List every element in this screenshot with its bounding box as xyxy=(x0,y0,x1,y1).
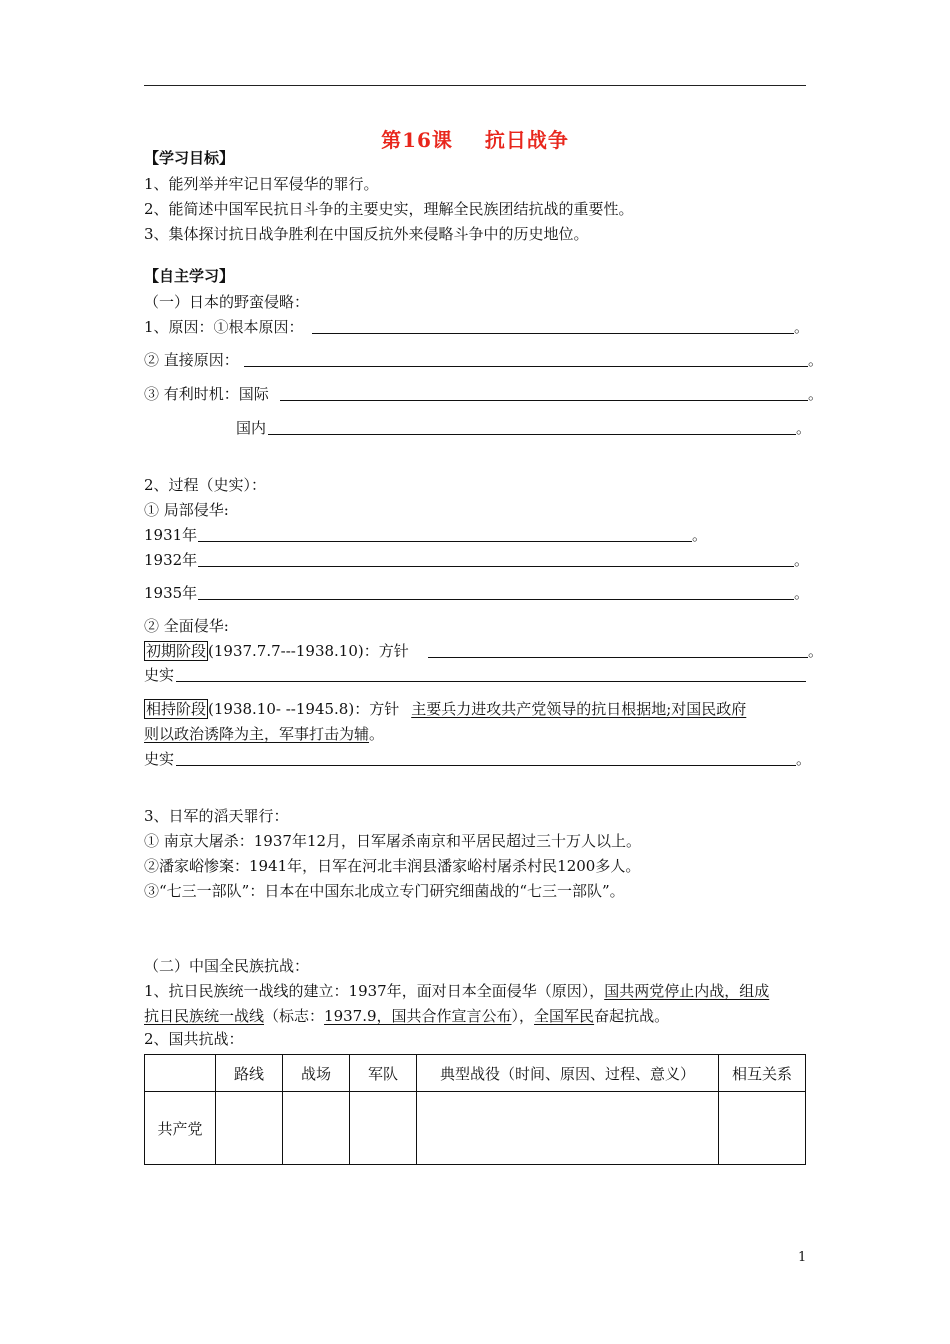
self-study-header: 【自主学习】 xyxy=(144,267,235,285)
crimes-title: 3、日军的滔天罪行： xyxy=(144,807,289,825)
table-cell[interactable] xyxy=(216,1092,283,1165)
united-front-text-e: 1937.9，国共合作宣言公布 xyxy=(324,1007,512,1025)
stalemate-end: 。 xyxy=(369,725,385,743)
table-cell[interactable] xyxy=(719,1092,806,1165)
crime-item-2: ②潘家峪惨案：1941年，日军在河北丰润县潘家峪村屠杀村民1200多人。 xyxy=(144,857,641,875)
timing-dom-blank[interactable] xyxy=(268,418,796,438)
header-rule xyxy=(144,85,806,86)
stalemate-policy-2: 则以政治诱降为主，军事打击为辅 xyxy=(144,725,370,743)
stalemate-policy-1: 主要兵力进攻共产党领导的抗日根据地;对国民政府 xyxy=(411,700,747,718)
united-front-text-f: ）， xyxy=(511,1007,535,1025)
table-header-cell: 军队 xyxy=(350,1055,417,1092)
cause-direct-blank[interactable] xyxy=(244,350,808,370)
united-front-line-1 xyxy=(144,981,769,1001)
timing-dom-label: 国内 xyxy=(236,419,267,437)
united-front-line-2 xyxy=(144,1006,669,1026)
lesson-number: 第16课 xyxy=(381,128,453,152)
resistance-title: 2、国共抗战： xyxy=(144,1030,244,1048)
year-1935-blank[interactable] xyxy=(198,583,794,603)
period: 。 xyxy=(692,526,708,544)
united-front-text-a: 1、抗日民族统一战线的建立：1937年，面对日本全面侵华（原因）， xyxy=(144,982,605,1000)
table-cell[interactable] xyxy=(417,1092,719,1165)
stalemate-stage-label: 相持阶段 xyxy=(146,700,207,718)
timing-intl-blank[interactable] xyxy=(280,384,808,404)
year-1932-blank[interactable] xyxy=(198,550,794,570)
stalemate-line xyxy=(144,699,746,719)
early-stage-text: (1937.7.7---1938.10)：方针 xyxy=(208,642,409,660)
period: 。 xyxy=(794,318,810,336)
early-policy-blank[interactable] xyxy=(428,641,808,661)
process-title: 2、过程（史实）： xyxy=(144,476,267,494)
section-1-title: （一）日本的野蛮侵略： xyxy=(144,293,310,311)
crime-item-1: ① 南京大屠杀：1937年12月，日军屠杀南京和平居民超过三十万人以上。 xyxy=(144,832,642,850)
goal-item-1: 1、能列举并牢记日军侵华的罪行。 xyxy=(144,175,379,193)
period: 。 xyxy=(796,419,812,437)
united-front-text-g: 全国军民 xyxy=(534,1007,595,1025)
table-row xyxy=(145,1092,806,1165)
united-front-text-h: 奋起抗战。 xyxy=(594,1007,670,1025)
table-header-cell xyxy=(145,1055,216,1092)
crime-item-3: ③“七三一部队”：日本在中国东北成立专门研究细菌战的“七三一部队”。 xyxy=(144,882,625,900)
section-2-title: （二）中国全民族抗战： xyxy=(144,957,310,975)
goals-header: 【学习目标】 xyxy=(144,149,235,167)
table-cell[interactable] xyxy=(283,1092,350,1165)
year-1935-label: 1935年 xyxy=(144,584,198,602)
period: 。 xyxy=(794,584,810,602)
year-1932-label: 1932年 xyxy=(144,551,198,569)
year-1931-blank[interactable] xyxy=(198,525,692,545)
stalemate-line-2 xyxy=(144,724,384,744)
table-header-cell: 相互关系 xyxy=(719,1055,806,1092)
table-header-cell: 典型战役（时间、原因、过程、意义） xyxy=(417,1055,719,1092)
early-facts-label: 史实 xyxy=(144,666,175,684)
stalemate-stage-text: (1938.10- --1945.8)：方针 xyxy=(208,700,400,718)
cause-direct-label: ② 直接原因： xyxy=(144,351,239,369)
stalemate-facts-label: 史实 xyxy=(144,750,175,768)
year-1931-label: 1931年 xyxy=(144,526,198,544)
timing-intl-label: ③ 有利时机：国际 xyxy=(144,385,269,403)
table-cell[interactable] xyxy=(350,1092,417,1165)
united-front-text-c: 抗日民族统一战线 xyxy=(144,1007,265,1025)
early-facts-blank[interactable] xyxy=(176,665,806,685)
resistance-table xyxy=(144,1054,806,1165)
stalemate-facts-blank[interactable] xyxy=(176,749,796,769)
early-stage-label: 初期阶段 xyxy=(146,642,207,660)
table-cell: 共产党 xyxy=(145,1092,216,1165)
lesson-name: 抗日战争 xyxy=(484,128,569,152)
goal-item-3: 3、集体探讨抗日战争胜利在中国反抗外来侵略斗争中的历史地位。 xyxy=(144,225,589,243)
united-front-text-b: 国共两党停止内战，组成 xyxy=(604,982,770,1000)
table-header-row xyxy=(145,1055,806,1092)
table-header-cell: 战场 xyxy=(283,1055,350,1092)
goal-item-2: 2、能简述中国军民抗日斗争的主要史实，理解全民族团结抗战的重要性。 xyxy=(144,200,634,218)
cause-root-blank[interactable] xyxy=(312,317,794,337)
page-title xyxy=(0,124,950,153)
early-stage-line xyxy=(144,641,409,661)
united-front-text-d: （标志： xyxy=(264,1007,325,1025)
period: 。 xyxy=(808,385,824,403)
period: 。 xyxy=(796,750,812,768)
local-invasion-label: ① 局部侵华: xyxy=(144,501,229,519)
period: 。 xyxy=(808,351,824,369)
page-number: 1 xyxy=(798,1250,807,1265)
period: 。 xyxy=(808,642,824,660)
table-header-cell: 路线 xyxy=(216,1055,283,1092)
cause-root-label: 1、原因：①根本原因： xyxy=(144,318,304,336)
period: 。 xyxy=(794,551,810,569)
full-invasion-label: ② 全面侵华: xyxy=(144,617,229,635)
